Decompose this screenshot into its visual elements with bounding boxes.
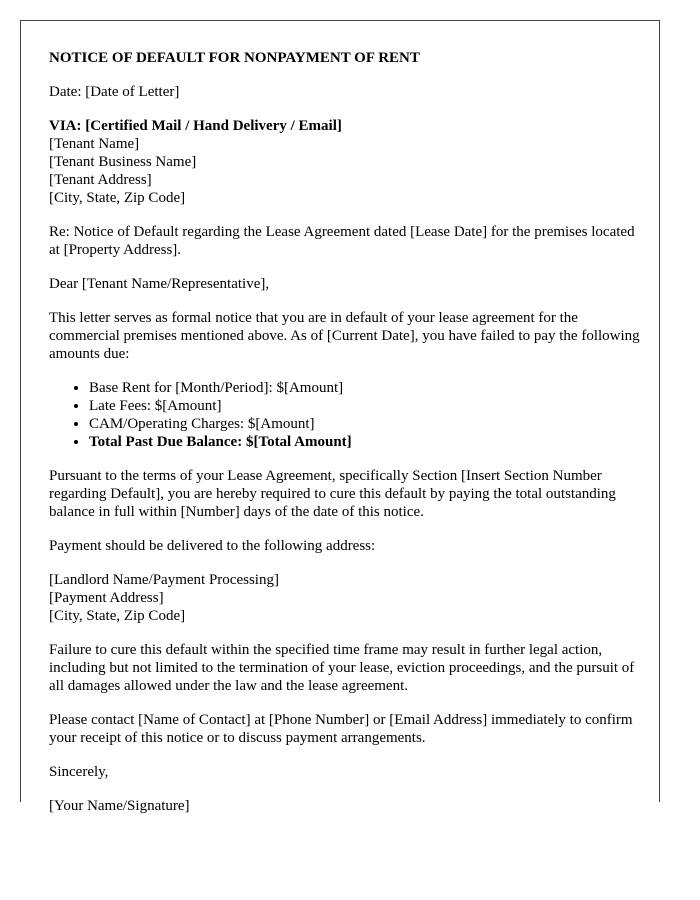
- payment-landlord-name: [Landlord Name/Payment Processing]: [49, 572, 279, 588]
- payment-city-state-zip: [City, State, Zip Code]: [49, 608, 186, 624]
- letter-content: [49, 49, 641, 831]
- letter-title: NOTICE OF DEFAULT FOR NONPAYMENT OF RENT: [49, 50, 420, 66]
- amount-item-cam-charges: • CAM/Operating Charges: $[Amount]: [89, 415, 641, 433]
- tenant-name: [Tenant Name]: [49, 136, 140, 152]
- payment-intro: Payment should be delivered to the following address:: [49, 538, 376, 554]
- date-line: Date: [Date of Letter]: [49, 84, 180, 100]
- signature-line: [Your Name/Signature]: [49, 798, 190, 814]
- payment-address: [Payment Address]: [49, 590, 164, 606]
- amount-item-total: • Total Past Due Balance: $[Total Amount]: [89, 433, 641, 451]
- re-line: Re: Notice of Default regarding the Lease Agreement dated [Lease Date] for the premises located at [Property Address].: [49, 224, 635, 258]
- salutation: Dear [Tenant Name/Representative],: [49, 276, 270, 292]
- recipient-block: [49, 117, 641, 207]
- failure-paragraph: Failure to cure this default within the specified time frame may result in further legal action, including but not limited to the termination of your lease, eviction proceedings, and the pursuit of all damages allowed under the law and the lease agreement.: [49, 642, 635, 694]
- tenant-city-state-zip: [City, State, Zip Code]: [49, 190, 186, 206]
- intro-paragraph: This letter serves as formal notice that you are in default of your lease agreement for the commercial premises mentioned above. As of [Current Date], you have failed to pay the following amounts due:: [49, 310, 640, 362]
- tenant-address: [Tenant Address]: [49, 172, 152, 188]
- cure-paragraph: Pursuant to the terms of your Lease Agreement, specifically Section [Insert Section Number regarding Default], you are hereby required to cure this default by paying the total outstanding balance in full within [Number] days of the date of this notice.: [49, 468, 616, 520]
- contact-paragraph: Please contact [Name of Contact] at [Phone Number] or [Email Address] immediately to confirm your receipt of this notice or to discuss payment arrangements.: [49, 712, 633, 746]
- closing: Sincerely,: [49, 764, 109, 780]
- payment-address-block: [49, 571, 641, 625]
- via-line: VIA: [Certified Mail / Hand Delivery / Email]: [49, 118, 342, 134]
- letter-page: [20, 20, 660, 814]
- amounts-list: [49, 379, 641, 451]
- amount-item-late-fees: • Late Fees: $[Amount]: [89, 397, 641, 415]
- amount-item-base-rent: • Base Rent for [Month/Period]: $[Amount]: [89, 379, 641, 397]
- tenant-business-name: [Tenant Business Name]: [49, 154, 197, 170]
